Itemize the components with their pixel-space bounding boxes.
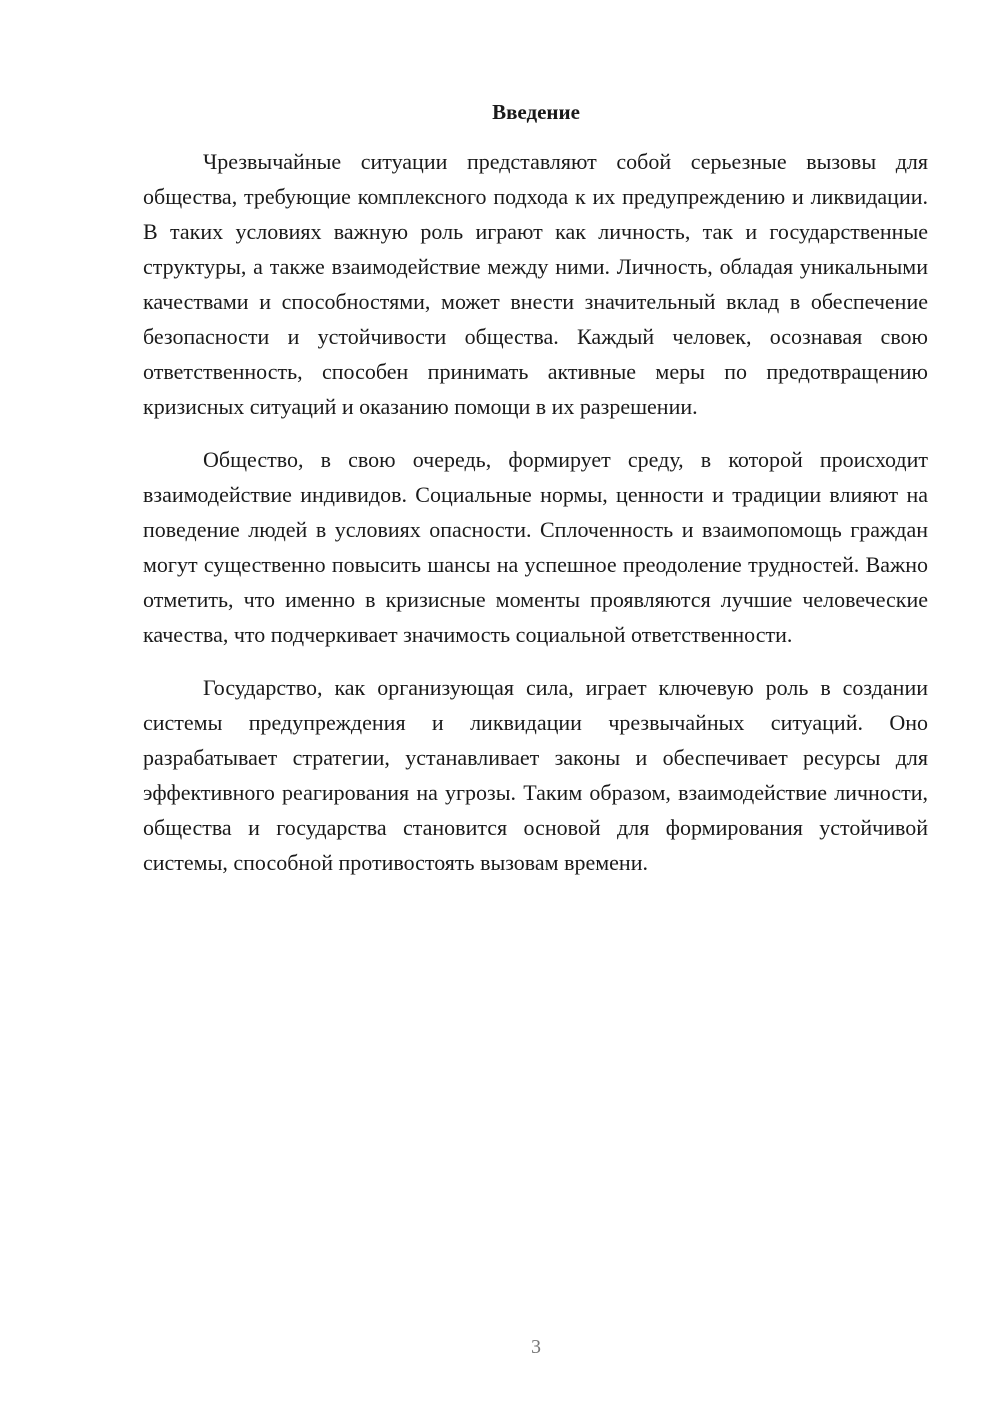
section-title: Введение (492, 100, 580, 124)
body-text (143, 144, 928, 898)
paragraph-1: Чрезвычайные ситуации представляют собой серьезные вызовы для общества, требующие комплексного подхода к их предупреждению и ликвидации. В таких условиях важную роль играют как личность, так и государственные структуры, а также взаимодействие между ними. Личность, обладая уникальными качествами и способностями, может внести значительный вклад в обеспечение безопасности и устойчивости общества. Каждый человек, осознавая свою ответственность, способен принимать активные меры по предотвращению кризисных ситуаций и оказанию помощи в их разрешении. (143, 149, 928, 419)
page-number: 3 (531, 1336, 541, 1358)
paragraph-2: Общество, в свою очередь, формирует среду, в которой происходит взаимодействие индивидов. Социальные нормы, ценности и традиции влияют на поведение людей в условиях опасности. Сплоченность и взаимопомощь граждан могут существенно повысить шансы на успешное преодоление трудностей. Важно отметить, что именно в кризисные моменты проявляются лучшие человеческие качества, что подчеркивает значимость социальной ответственности. (143, 447, 928, 647)
paragraph-3: Государство, как организующая сила, играет ключевую роль в создании системы предупреждения и ликвидации чрезвычайных ситуаций. Оно разрабатывает стратегии, устанавливает законы и обеспечивает ресурсы для эффективного реагирования на угрозы. Таким образом, взаимодействие личности, общества и государства становится основой для формирования устойчивой системы, способной противостоять вызовам времени. (143, 675, 928, 875)
